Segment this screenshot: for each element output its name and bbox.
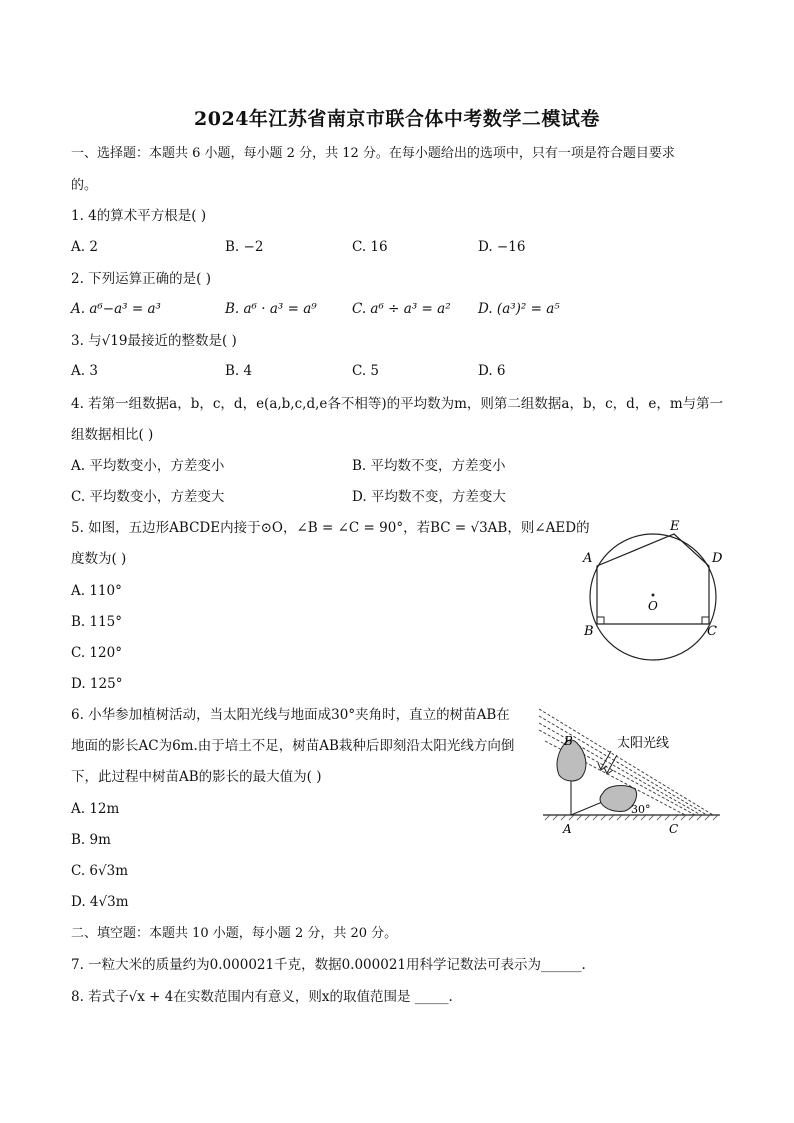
q2-option-a: A. a⁶−a³ = a³ xyxy=(71,301,161,317)
right-angle-b xyxy=(597,617,604,624)
q5-option-b: B. 115° xyxy=(71,614,123,630)
q4-stem-cont: 组数据相比( ) xyxy=(71,427,154,443)
label-30-degree: 30° xyxy=(631,803,651,816)
label-c: C xyxy=(707,624,717,639)
label-b: B xyxy=(564,734,573,748)
section1-heading-cont: 的。 xyxy=(71,178,98,193)
q4-option-c: C. 平均数变小，方差变大 xyxy=(71,489,225,505)
label-a: A xyxy=(583,551,593,566)
q3-stem: 3. 与√19最接近的整数是( ) xyxy=(71,333,237,349)
q1-option-b: B. −2 xyxy=(225,239,264,255)
q3-option-d: D. 6 xyxy=(478,363,506,379)
q1-option-d: D. −16 xyxy=(478,239,526,255)
q4-option-b: B. 平均数不变，方差变小 xyxy=(352,458,506,474)
q3-option-c: C. 5 xyxy=(352,363,380,379)
label-d: D xyxy=(712,551,723,566)
label-c: C xyxy=(669,822,679,836)
q1-option-c: C. 16 xyxy=(352,239,388,255)
q6-stem-cont2: 下，此过程中树苗AB的影长的最大值为( ) xyxy=(71,769,322,785)
q5-stem-cont: 度数为( ) xyxy=(71,551,127,567)
q6-option-a: A. 12m xyxy=(71,801,120,817)
label-o: O xyxy=(648,599,658,613)
circle-o xyxy=(590,534,716,660)
q2-option-c: C. a⁶ ÷ a³ = a² xyxy=(352,301,451,317)
q4-option-a: A. 平均数变小，方差变小 xyxy=(71,458,225,474)
q5-figure xyxy=(575,513,735,673)
q1-option-a: A. 2 xyxy=(71,239,98,255)
q6-option-c: C. 6√3m xyxy=(71,863,129,879)
q2-option-b: B. a⁶ · a³ = a⁹ xyxy=(225,301,317,317)
page-title: 2024年江苏省南京市联合体中考数学二模试卷 xyxy=(194,108,600,130)
q6-figure xyxy=(535,703,725,843)
q5-option-c: C. 120° xyxy=(71,645,122,661)
q7-stem: 7. 一粒大米的质量约为0.000021千克，数据0.000021用科学记数法可表示为______. xyxy=(71,957,586,973)
q2-option-d: D. (a³)² = a⁵ xyxy=(478,301,560,317)
q3-option-b: B. 4 xyxy=(225,363,253,379)
label-a: A xyxy=(563,822,572,836)
q5-option-d: D. 125° xyxy=(71,676,123,692)
q6-option-d: D. 4√3m xyxy=(71,894,129,910)
label-b: B xyxy=(584,624,594,639)
q5-option-a: A. 110° xyxy=(71,583,122,599)
q6-stem-cont1: 地面的影长AC为6m.由于培土不足，树苗AB栽种后即刻沿太阳光线方向倒 xyxy=(71,738,515,754)
center-dot xyxy=(652,594,655,597)
q3-option-a: A. 3 xyxy=(71,363,98,379)
q1-stem: 1. 4的算术平方根是( ) xyxy=(71,208,207,224)
q2-stem: 2. 下列运算正确的是( ) xyxy=(71,271,211,287)
q4-option-d: D. 平均数不变，方差变大 xyxy=(352,489,506,505)
label-sun-light: 太阳光线 xyxy=(617,736,670,751)
q6-stem: 6. 小华参加植树活动，当太阳光线与地面成30°夹角时，直立的树苗AB在 xyxy=(71,707,510,723)
q5-stem: 5. 如图，五边形ABCDE内接于⊙O，∠B = ∠C = 90°，若BC = √3AB，则∠AED的 xyxy=(71,520,590,536)
q8-stem: 8. 若式子√x + 4在实数范围内有意义，则x的取值范围是 _____. xyxy=(71,989,453,1005)
section2-heading: 二、填空题：本题共 10 小题，每小题 2 分，共 20 分。 xyxy=(71,926,398,941)
section1-heading: 一、选择题：本题共 6 小题，每小题 2 分，共 12 分。在每小题给出的选项中，只有一项是符合题目要求 xyxy=(71,146,675,161)
q6-option-b: B. 9m xyxy=(71,832,111,848)
right-angle-c xyxy=(702,617,709,624)
q4-stem: 4. 若第一组数据a，b，c，d，e(a,b,c,d,e各不相等)的平均数为m，则第二组数据a，b，c，d，e，m与第一 xyxy=(71,396,724,412)
label-e: E xyxy=(670,519,680,534)
